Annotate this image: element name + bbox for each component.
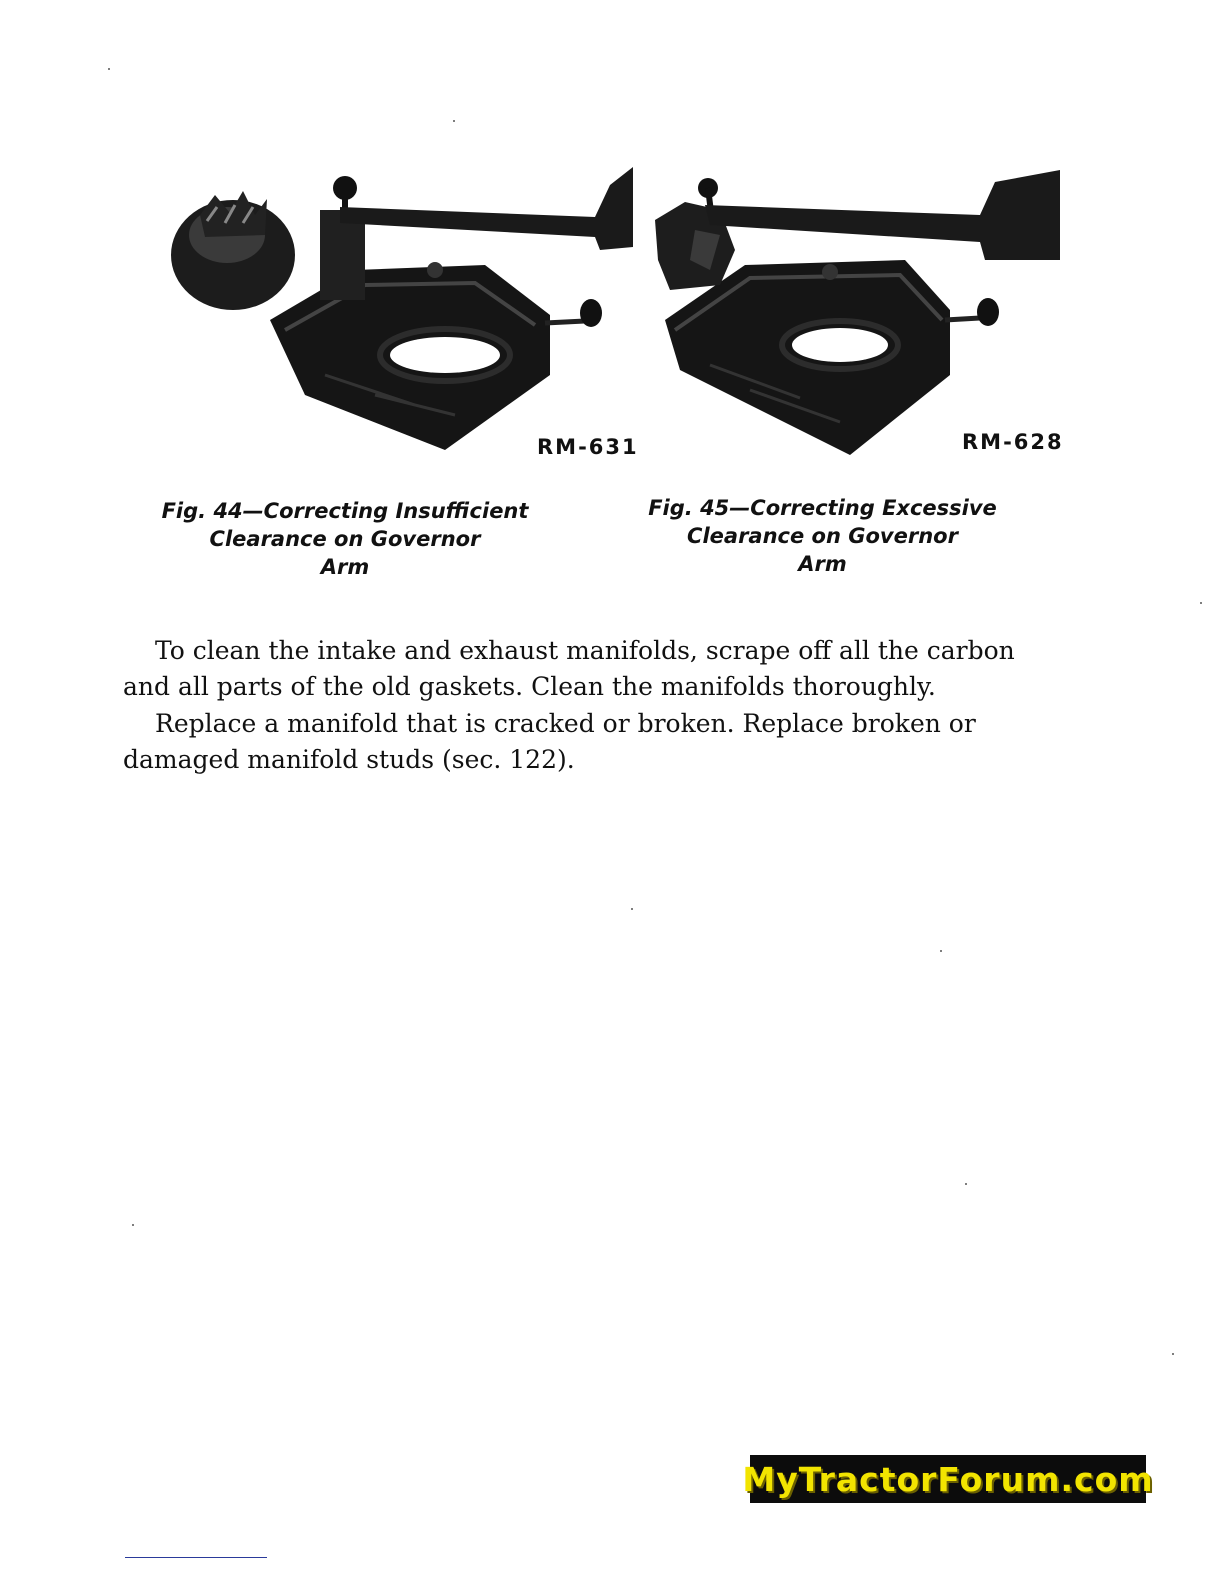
figure-45-photo (650, 160, 1065, 465)
caption-line: Arm (320, 555, 370, 579)
caption-line: Clearance on Governor (687, 524, 958, 548)
site-watermark-logo: MyTractorForum.com (750, 1455, 1146, 1503)
governor-assembly-illustration-left (155, 155, 645, 465)
figure-45-code: RM-628 (962, 430, 1064, 454)
scan-speck (453, 120, 455, 122)
footer-rule (125, 1557, 267, 1558)
caption-line: Fig. 44—Correcting Insufficient (161, 499, 529, 523)
caption-line: Arm (798, 552, 847, 576)
scan-speck (1172, 1353, 1174, 1355)
governor-assembly-illustration-right (650, 160, 1065, 465)
paragraph-replace-manifold: Replace a manifold that is cracked or broken. Replace broken or damaged manifold studs (sec. 122). (123, 709, 976, 774)
scan-speck (1200, 602, 1202, 604)
scan-speck (965, 1183, 967, 1185)
figure-44-code: RM-631 (537, 435, 639, 459)
paragraph-clean-manifolds: To clean the intake and exhaust manifolds, scrape off all the carbon and all parts of the old gaskets. Clean the manifolds thoroughly. (123, 636, 1015, 701)
caption-line: Clearance on Governor (209, 527, 481, 551)
scan-speck (108, 68, 110, 70)
figure-44-photo (155, 155, 645, 465)
scan-speck (631, 908, 633, 910)
figure-45-caption (630, 494, 1015, 578)
scan-speck (132, 1224, 134, 1226)
caption-line: Fig. 45—Correcting Excessive (648, 496, 997, 520)
figure-44-caption (150, 497, 540, 581)
scan-speck (940, 950, 942, 952)
